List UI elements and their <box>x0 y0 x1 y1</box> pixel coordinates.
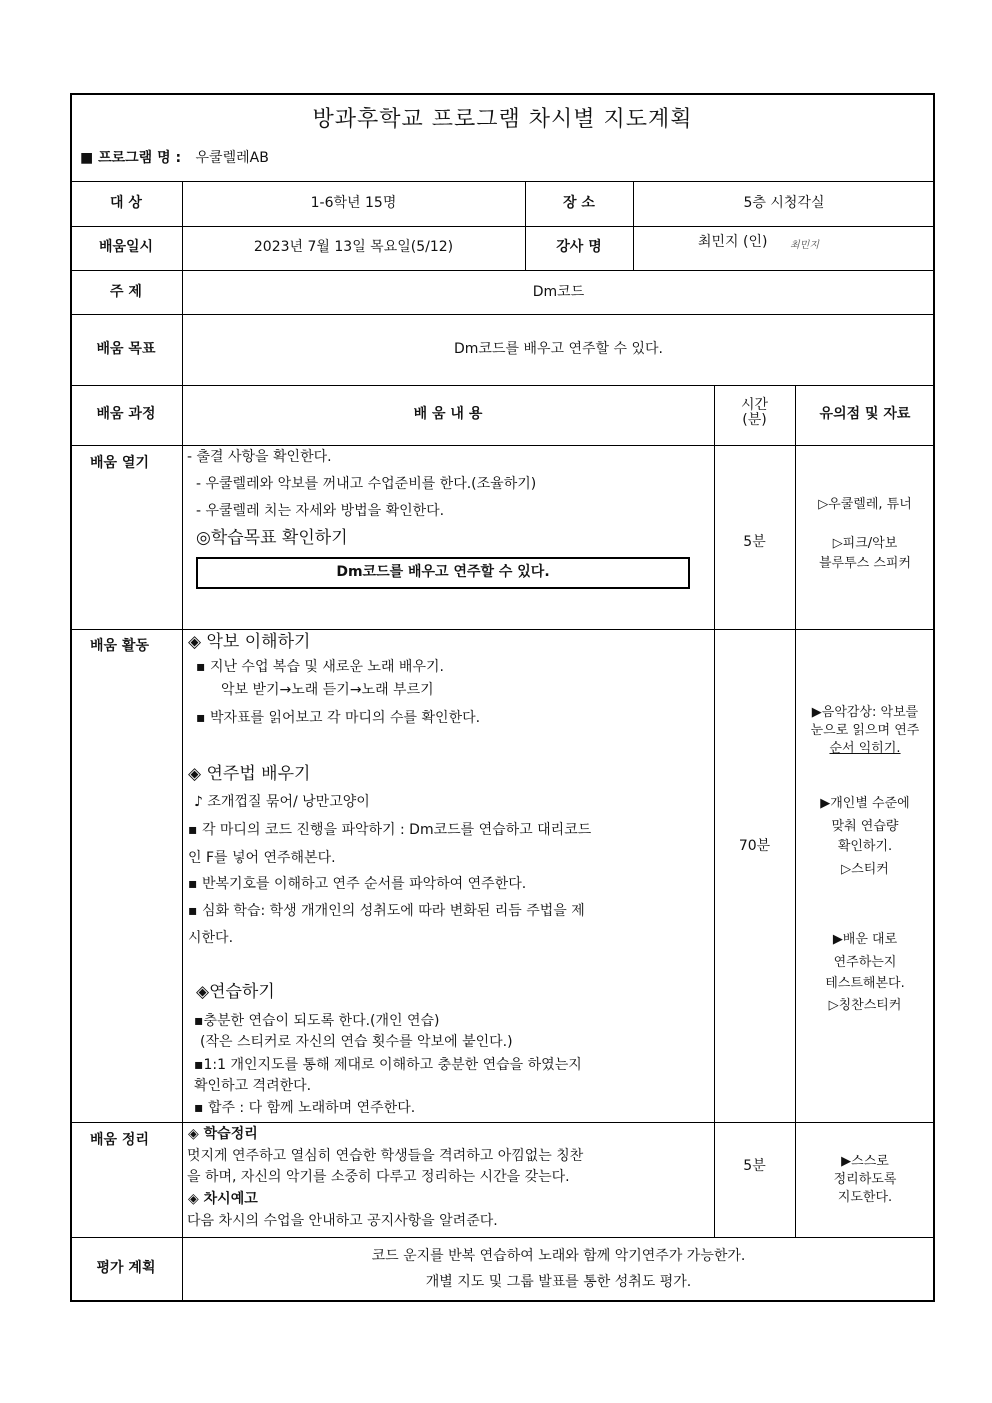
row-divider <box>70 1237 935 1238</box>
activity-note: 눈으로 읽으며 연주 <box>810 723 920 738</box>
date-value: 2023년 7월 13일 목요일(5/12) <box>253 239 454 255</box>
activity-line: ▪ 각 마디의 코드 진행을 파악하기 : Dm코드를 연습하고 대리코드 <box>188 822 592 838</box>
goal-box-text: Dm코드를 배우고 연주할 수 있다. <box>336 564 550 580</box>
row-divider <box>70 385 935 386</box>
activity-note: 연주하는지 <box>833 955 897 970</box>
activity-line: 인 F를 넣어 연주해본다. <box>188 850 336 866</box>
head-time-2: (분) <box>742 411 767 428</box>
activity-line: ▪ 지난 수업 복습 및 새로운 노래 배우기. <box>196 659 444 675</box>
activity-note: ▶배운 대로 <box>832 932 898 947</box>
activity-line: ▪ 합주 : 다 함께 노래하며 연주한다. <box>194 1100 416 1116</box>
program-row <box>80 150 269 167</box>
row-divider <box>70 629 935 630</box>
head-time-1: 시간 <box>740 397 769 413</box>
activity-note: ▷스티커 <box>841 862 889 877</box>
closing-label: 배움 정리 <box>90 1132 149 1148</box>
program-prefix: ■ 프로그램 명 : <box>80 150 182 166</box>
row-divider <box>70 181 935 182</box>
date-label: 배움일시 <box>98 239 154 255</box>
activity-note: 맞춰 연습량 <box>831 819 899 834</box>
activity-note: ▶개인별 수준에 <box>820 796 910 811</box>
evaluation-line: 개별 지도 및 그룹 발표를 통한 성취도 평가. <box>425 1274 692 1290</box>
activity-heading-1: ◈ 악보 이해하기 <box>188 632 311 652</box>
activity-note: 순서 익히기. <box>829 741 901 756</box>
target-label: 대 상 <box>110 195 142 211</box>
row-divider <box>70 226 935 227</box>
page-title: 방과후학교 프로그램 차시별 지도계획 <box>312 107 693 132</box>
row-divider <box>70 314 935 315</box>
row-divider <box>70 445 935 446</box>
head-process: 배움 과정 <box>96 406 156 422</box>
activity-note: 테스트해본다. <box>825 976 905 991</box>
closing-line: 다음 차시의 수업을 안내하고 공지사항을 알려준다. <box>187 1213 498 1229</box>
topic-label: 주 제 <box>110 284 142 300</box>
activity-line: ▪ 박자표를 읽어보고 각 마디의 수를 확인한다. <box>196 710 481 726</box>
opening-line: - 출결 사항을 확인한다. <box>187 449 332 465</box>
activity-line: 확인하고 격려한다. <box>194 1078 312 1094</box>
opening-label: 배움 열기 <box>90 455 149 471</box>
opening-line: - 우쿨렐레와 악보를 꺼내고 수업준비를 한다.(조율하기) <box>196 476 537 492</box>
opening-note: ▷우쿨렐레, 튜너 <box>818 497 912 512</box>
teacher-label: 강사 명 <box>556 239 602 255</box>
activity-note: 확인하기. <box>837 839 893 854</box>
evaluation-label: 평가 계획 <box>96 1260 156 1276</box>
program-name: 우쿨렐레AB <box>195 150 269 166</box>
signature: 최민지 <box>790 240 819 251</box>
activity-heading-2: ◈ 연주법 배우기 <box>188 764 311 784</box>
activity-line: (작은 스티커로 자신의 연습 횟수를 악보에 붙인다.) <box>200 1034 513 1050</box>
place-label: 장 소 <box>563 195 595 211</box>
closing-time: 5분 <box>743 1158 766 1174</box>
activity-line: ♪ 조개껍질 묶어/ 낭만고양이 <box>194 794 370 810</box>
activity-time: 70분 <box>738 838 771 854</box>
activity-heading-3: ◈연습하기 <box>196 982 275 1002</box>
closing-heading-2: ◈ 차시예고 <box>188 1191 258 1207</box>
activity-line: ▪1:1 개인지도를 통해 제대로 이해하고 충분한 연습을 하였는지 <box>194 1057 582 1073</box>
closing-line: 멋지게 연주하고 열심히 연습한 학생들을 격려하고 아낌없는 칭찬 <box>187 1148 584 1164</box>
target-value: 1-6학년 15명 <box>310 195 397 211</box>
teacher-value: 최민지 (인) <box>698 234 768 250</box>
opening-line: - 우쿨렐레 치는 자세와 방법을 확인한다. <box>196 503 445 519</box>
row-divider <box>70 270 935 271</box>
lesson-plan-table <box>70 93 935 1302</box>
goal-label: 배움 목표 <box>96 341 156 357</box>
activity-line: 악보 받기→노래 듣기→노래 부르기 <box>221 682 434 698</box>
opening-time: 5분 <box>743 534 766 550</box>
closing-note: ▶스스로 <box>841 1154 889 1169</box>
activity-line: 시한다. <box>188 930 234 946</box>
opening-note: 블루투스 스피커 <box>818 556 912 571</box>
activity-note: ▶음악감상: 악보를 <box>811 705 919 720</box>
opening-goal-heading: ◎학습목표 확인하기 <box>196 528 348 548</box>
activity-line: ▪ 심화 학습: 학생 개개인의 성취도에 따라 변화된 리듬 주법을 제 <box>188 903 585 919</box>
activity-label: 배움 활동 <box>90 638 149 654</box>
opening-note: ▷피크/악보 <box>832 536 898 551</box>
closing-line: 을 하며, 자신의 악기를 소중히 다루고 정리하는 시간을 갖는다. <box>187 1169 570 1185</box>
activity-line: ▪충분한 연습이 되도록 한다.(개인 연습) <box>194 1013 440 1029</box>
goal-value: Dm코드를 배우고 연주할 수 있다. <box>454 341 663 357</box>
head-content: 배 움 내 용 <box>413 406 483 422</box>
closing-note: 정리하도록 <box>833 1172 897 1187</box>
closing-heading-1: ◈ 학습정리 <box>188 1126 258 1142</box>
place-value: 5층 시청각실 <box>743 195 825 211</box>
head-notes: 유의점 및 자료 <box>819 406 911 422</box>
row-divider <box>70 1122 935 1123</box>
col-divider <box>714 385 715 1237</box>
activity-note: ▷칭찬스티커 <box>828 998 902 1013</box>
closing-note: 지도한다. <box>837 1190 893 1205</box>
head-time <box>714 398 795 427</box>
activity-line: ▪ 반복기호를 이해하고 연주 순서를 파악하여 연주한다. <box>188 876 527 892</box>
topic-value: Dm코드 <box>532 284 585 300</box>
evaluation-line: 코드 운지를 반복 연습하여 노래와 함께 악기연주가 가능한가. <box>371 1248 746 1264</box>
